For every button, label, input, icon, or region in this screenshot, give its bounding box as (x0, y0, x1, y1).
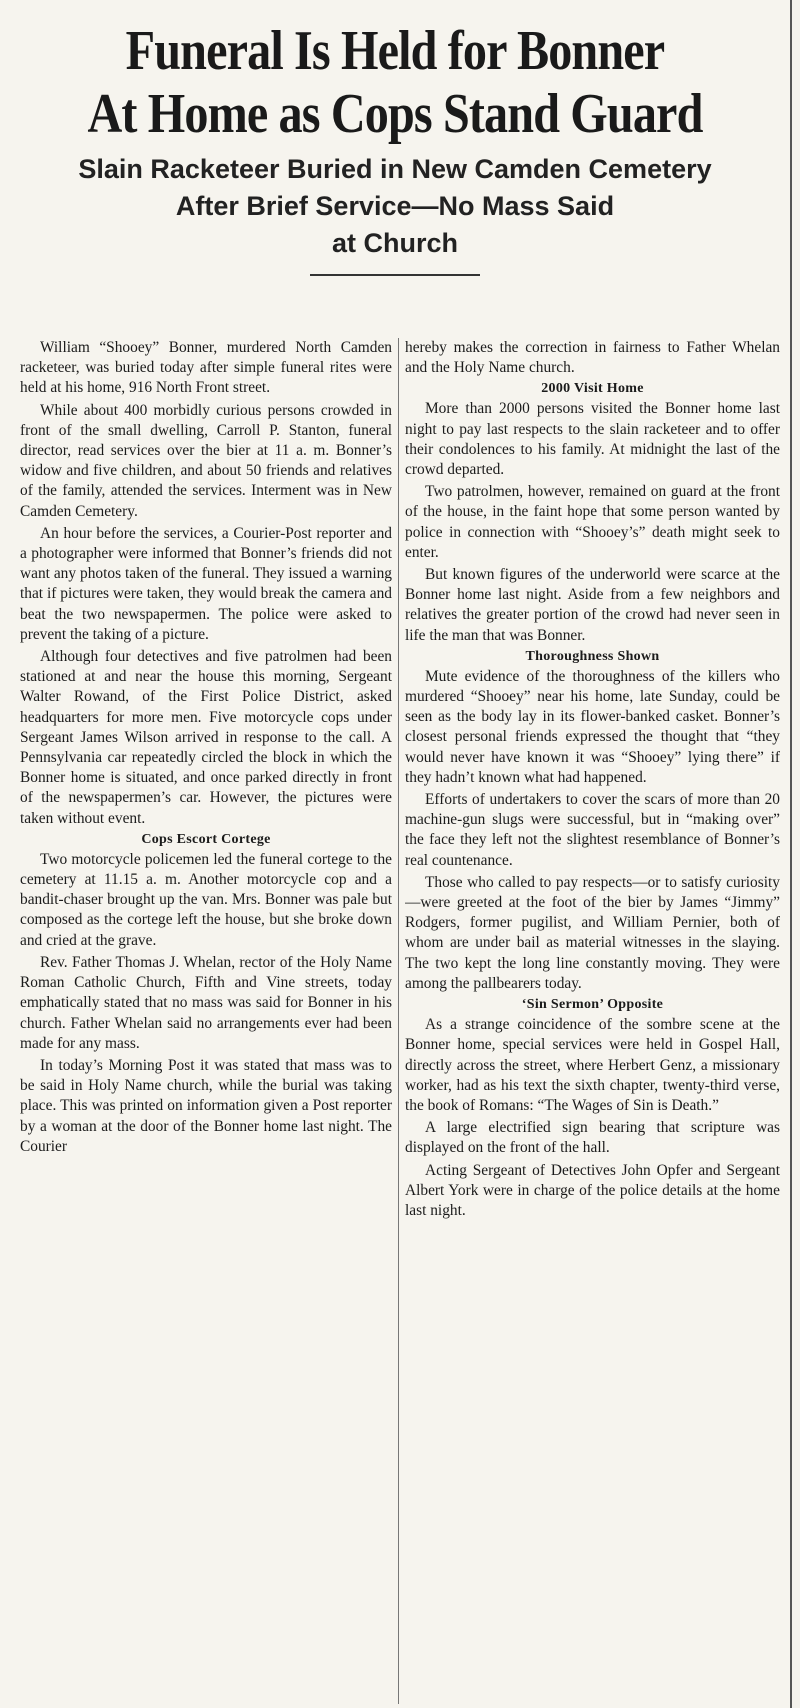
article-body (0, 338, 788, 1704)
paragraph: But known figures of the underworld were scarce at the Bonner home last night. Aside from a few neighbors and relatives the greater portion of the crowd had never seen in life the man that was Bonner. (405, 566, 780, 644)
paragraph: Acting Sergeant of Detectives John Opfer and Sergeant Albert York were in charge of the police details at the home last night. (405, 1161, 780, 1219)
paragraph: Mute evidence of the thoroughness of the killers who murdered “Shooey” near his home, late Sunday, could be seen as the body lay in its flower-banked casket. Bonner’s closest personal friends expressed the thought that “they would never have known it was “Shooey” lying there” if they hadn’t known what had happened. (405, 667, 780, 786)
paragraph: In today’s Morning Post it was stated that mass was to be said in Holy Name church, while the burial was taking place. This was printed on information given a Post reporter by a woman at the door of the Bonner home last night. The Courier (20, 1056, 392, 1155)
paragraph: Rev. Father Thomas J. Whelan, rector of the Holy Name Roman Catholic Church, Fifth and Vine streets, today emphatically stated that no mass was said for Bonner in his church. Father Whelan said no arrangements ever had been made for any mass. (20, 953, 392, 1052)
headline-line-1: Funeral Is Held for Bonner (125, 20, 665, 82)
section-heading: ‘Sin Sermon’ Opposite (521, 997, 664, 1013)
paragraph: While about 400 morbidly curious persons crowded in front of the small dwelling, Carroll P. Stanton, funeral director, read services over the bier at 11 a. m. Bonner’s widow and five children, and about 50 friends and relatives of the family, attended the services. Interment was in New Camden Cemetery. (20, 401, 392, 520)
section-heading: Thoroughness Shown (525, 648, 660, 664)
subheadline-line-2: After Brief Service—No Mass Said (175, 191, 615, 222)
subheadline-line-1: Slain Racketeer Buried in New Camden Cemetery (78, 154, 712, 185)
headline (55, 0, 734, 145)
left-column (20, 338, 392, 1704)
paragraph: William “Shooey” Bonner, murdered North Camden racketeer, was buried today after simple funeral rites were held at his home, 916 North Front street. (20, 339, 392, 397)
paragraph: Efforts of undertakers to cover the scars of more than 20 machine-gun slugs were successful, but in “making over” the face they left not the slightest resemblance of Bonner’s real countenance. (405, 791, 780, 869)
subheadline-line-3: at Church (331, 228, 458, 259)
section-heading: 2000 Visit Home (541, 381, 644, 397)
section-heading: Cops Escort Cortege (141, 831, 271, 847)
paragraph: Two patrolmen, however, remained on guard at the front of the house, in the faint hope that some person wanted by police in connection with “Shooey’s” death might seek to enter. (405, 483, 780, 561)
right-column (405, 338, 780, 1704)
paragraph: An hour before the services, a Courier-Post reporter and a photographer were informed that Bonner’s friends did not want any photos taken of the funeral. They issued a warning that if pictures were taken, they would break the camera and beat the two newspapermen. The police were asked to prevent the taking of a picture. (20, 524, 392, 643)
headline-line-2: At Home as Cops Stand Guard (87, 82, 703, 145)
paragraph: A large electrified sign bearing that scripture was displayed on the front of the hall. (405, 1119, 780, 1157)
paragraph: As a strange coincidence of the sombre scene at the Bonner home, special services were held in Gospel Hall, directly across the street, where Herbert Genz, a missionary worker, had as his text the sixth chapter, twenty-third verse, the book of Romans: “The Wages of Sin is Death.” (405, 1016, 780, 1114)
column-divider (398, 338, 399, 1704)
headline-rule (310, 274, 480, 276)
paragraph: hereby makes the correction in fairness to Father Whelan and the Holy Name church. (405, 339, 780, 377)
paragraph: More than 2000 persons visited the Bonner home last night to pay last respects to the slain racketeer and to offer their condolences to his family. At midnight the last of the crowd departed. (405, 400, 780, 479)
subheadline (0, 145, 790, 262)
paragraph: Although four detectives and five patrolmen had been stationed at and near the house this morning, Sergeant Walter Rowand, of the First Police District, asked headquarters for more men. Five motorcycle cops under Sergeant James Wilson arrived in response to the call. A Pennsylvania car repeatedly circled the block in which the Bonner home is situated, and once parked directly in front of the newspapermen’s car. However, the pictures were taken without event. (20, 648, 392, 827)
paragraph: Two motorcycle policemen led the funeral cortege to the cemetery at 11.15 a. m. Another motorcycle cop and a bandit-chaser brought up the van. Mrs. Bonner was pale but composed as the cortege left the house, but she broke down and cried at the grave. (20, 850, 392, 949)
paragraph: Those who called to pay respects—or to satisfy curiosity—were greeted at the foot of the bier by James “Jimmy” Rodgers, former pugilist, and William Pernier, both of whom are under bail as material witnesses in the slaying. The two kept the long line constantly moving. They were among the pallbearers today. (405, 873, 780, 992)
